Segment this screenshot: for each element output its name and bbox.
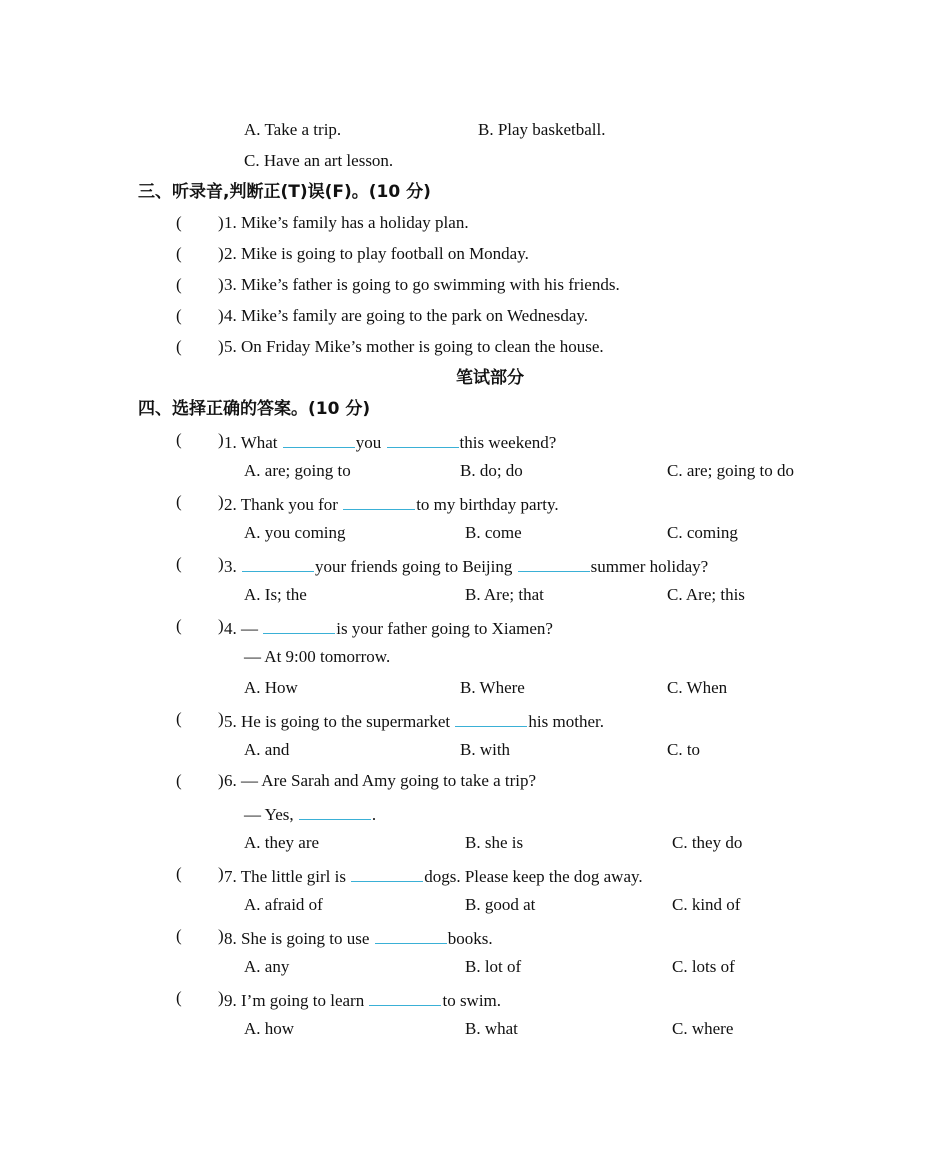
option-b: B. what bbox=[465, 1019, 518, 1038]
option-b: B. lot of bbox=[465, 957, 522, 976]
answer-paren: ( bbox=[176, 244, 182, 263]
answer-blank[interactable] bbox=[343, 492, 415, 510]
option-a: A. Is; the bbox=[244, 585, 307, 604]
answer-paren: ( bbox=[176, 771, 182, 790]
option-b: B. Are; that bbox=[465, 585, 544, 604]
question-2: 2. Thank you for to my birthday party. bbox=[224, 492, 559, 515]
option-a: A. any bbox=[244, 957, 290, 976]
question-4: 4. — is your father going to Xiamen? bbox=[224, 616, 553, 639]
option-b: B. do; do bbox=[460, 461, 523, 480]
dialogue-reply: — At 9:00 tomorrow. bbox=[244, 647, 391, 666]
option-a: A. they are bbox=[244, 833, 320, 852]
answer-blank[interactable] bbox=[518, 554, 590, 572]
answer-paren: ) bbox=[218, 554, 224, 573]
option-c: C. Are; this bbox=[667, 585, 745, 604]
option-a: A. How bbox=[244, 678, 298, 697]
option-c: C. where bbox=[672, 1019, 734, 1038]
section4-heading: 四、选择正确的答案。(10 分) bbox=[138, 399, 371, 419]
answer-paren: ) bbox=[218, 988, 224, 1007]
option-c: C. coming bbox=[667, 523, 738, 542]
answer-blank[interactable] bbox=[369, 988, 441, 1006]
option-a: A. Take a trip. bbox=[244, 120, 342, 139]
answer-paren: ) bbox=[218, 492, 224, 511]
answer-paren: ) bbox=[218, 275, 224, 294]
answer-blank[interactable] bbox=[263, 616, 335, 634]
answer-paren: ) bbox=[218, 213, 224, 232]
statement: 4. Mike’s family are going to the park on Wednesday. bbox=[224, 306, 589, 325]
option-b: B. Where bbox=[460, 678, 525, 697]
answer-paren: ) bbox=[218, 709, 224, 728]
answer-paren: ) bbox=[218, 337, 224, 356]
answer-paren: ) bbox=[218, 430, 224, 449]
option-c: C. are; going to do bbox=[667, 461, 795, 480]
answer-paren: ) bbox=[218, 616, 224, 635]
option-a: A. you coming bbox=[244, 523, 346, 542]
option-c: C. to bbox=[667, 740, 701, 759]
option-c: C. lots of bbox=[672, 957, 735, 976]
option-a: A. afraid of bbox=[244, 895, 323, 914]
question-7: 7. The little girl is dogs. Please keep the dog away. bbox=[224, 864, 643, 887]
option-c: C. they do bbox=[672, 833, 743, 852]
option-b: B. come bbox=[465, 523, 522, 542]
answer-paren: ( bbox=[176, 213, 182, 232]
answer-blank[interactable] bbox=[351, 864, 423, 882]
answer-paren: ( bbox=[176, 988, 182, 1007]
answer-paren: ( bbox=[176, 709, 182, 728]
question-3: 3. your friends going to Beijing summer holiday? bbox=[224, 554, 708, 577]
answer-blank[interactable] bbox=[242, 554, 314, 572]
question-5: 5. He is going to the supermarket his mother. bbox=[224, 709, 604, 732]
option-b: B. good at bbox=[465, 895, 536, 914]
answer-paren: ) bbox=[218, 306, 224, 325]
answer-paren: ) bbox=[218, 244, 224, 263]
answer-paren: ( bbox=[176, 275, 182, 294]
answer-paren: ) bbox=[218, 926, 224, 945]
answer-paren: ( bbox=[176, 430, 182, 449]
question-6: 6. — Are Sarah and Amy going to take a trip? bbox=[224, 771, 537, 790]
statement: 2. Mike is going to play football on Monday. bbox=[224, 244, 529, 263]
answer-blank[interactable] bbox=[455, 709, 527, 727]
answer-paren: ( bbox=[176, 492, 182, 511]
answer-paren: ( bbox=[176, 554, 182, 573]
option-a: A. how bbox=[244, 1019, 295, 1038]
option-a: A. and bbox=[244, 740, 290, 759]
option-c: C. kind of bbox=[672, 895, 741, 914]
answer-paren: ( bbox=[176, 864, 182, 883]
answer-blank[interactable] bbox=[283, 430, 355, 448]
answer-paren: ) bbox=[218, 864, 224, 883]
answer-blank[interactable] bbox=[387, 430, 459, 448]
statement: 3. Mike’s father is going to go swimming with his friends. bbox=[224, 275, 620, 294]
answer-paren: ) bbox=[218, 771, 224, 790]
answer-paren: ( bbox=[176, 926, 182, 945]
question-1: 1. What you this weekend? bbox=[224, 430, 556, 453]
option-c: C. Have an art lesson. bbox=[244, 151, 394, 170]
written-part-title: 笔试部分 bbox=[456, 368, 524, 388]
option-c: C. When bbox=[667, 678, 728, 697]
answer-blank[interactable] bbox=[299, 802, 371, 820]
answer-paren: ( bbox=[176, 306, 182, 325]
answer-blank[interactable] bbox=[375, 926, 447, 944]
option-a: A. are; going to bbox=[244, 461, 351, 480]
option-b: B. she is bbox=[465, 833, 524, 852]
option-b: B. Play basketball. bbox=[478, 120, 606, 139]
statement: 1. Mike’s family has a holiday plan. bbox=[224, 213, 469, 232]
section3-heading: 三、听录音,判断正(T)误(F)。(10 分) bbox=[138, 182, 431, 202]
statement: 5. On Friday Mike’s mother is going to clean the house. bbox=[224, 337, 604, 356]
answer-paren: ( bbox=[176, 616, 182, 635]
answer-paren: ( bbox=[176, 337, 182, 356]
question-9: 9. I’m going to learn to swim. bbox=[224, 988, 501, 1011]
option-b: B. with bbox=[460, 740, 511, 759]
dialogue-reply: — Yes, . bbox=[244, 802, 376, 825]
question-8: 8. She is going to use books. bbox=[224, 926, 493, 949]
